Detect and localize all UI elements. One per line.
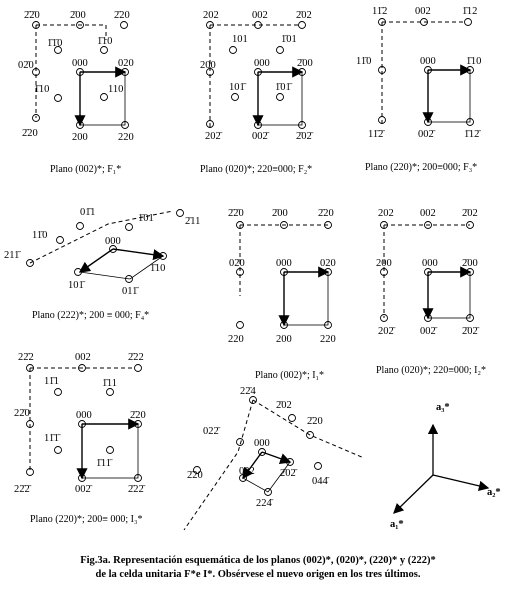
label: 200 — [376, 258, 392, 269]
label: 1̄1̄0 — [47, 38, 63, 49]
label: 000 — [72, 58, 88, 69]
caption: Plano (002)*; I₁* — [255, 370, 325, 381]
label: 224̄ — [256, 498, 272, 509]
label: 200 — [200, 60, 216, 71]
label: 002̄ — [420, 326, 436, 337]
label: 2̄20 — [318, 208, 334, 219]
label: 044̄ — [312, 476, 328, 487]
label: 11̄0 — [32, 230, 48, 241]
label: 002 — [75, 352, 91, 363]
label: 11̄2 — [372, 6, 388, 17]
label: 22̄4 — [240, 386, 256, 397]
label: 02̄0 — [229, 258, 245, 269]
label: 1̄01 — [138, 213, 154, 224]
label: 2̄00 — [70, 10, 86, 21]
label: 1̄10 — [97, 36, 113, 47]
label: 22̄2̄ — [14, 484, 30, 495]
label: 202̄ — [378, 326, 394, 337]
panel-4 — [4, 207, 200, 321]
caption: Plano (220)*; 200≡ 000; I₃* — [30, 514, 143, 525]
label: 000 — [254, 438, 270, 449]
label: 11̄1 — [44, 376, 59, 387]
label: 01̄1 — [80, 207, 96, 218]
label: 202 — [203, 10, 219, 21]
label: 000 — [276, 258, 292, 269]
axis-a2-label: a₂* — [487, 487, 501, 498]
label: 2̄02̄ — [462, 326, 478, 337]
caption: Plano (020)*; 220≡000; I₂* — [376, 365, 486, 376]
label: 02̄0 — [18, 60, 34, 71]
label: 000 — [105, 236, 121, 247]
caption: Plano (002)*; F₁* — [50, 164, 122, 175]
figure-caption-line1: Fig.3a. Representación esquemática de los planos (002)*, (020)*, (220)* y (222)* — [80, 555, 436, 566]
label: 22̄0 — [14, 408, 30, 419]
label: 220 — [320, 334, 336, 345]
label: 2̄02 — [276, 400, 292, 411]
label: 11̄1̄ — [44, 433, 59, 444]
label: 000 — [76, 410, 92, 421]
label: 11̄2̄ — [368, 129, 384, 140]
panel-1 — [18, 10, 134, 175]
label: 2̄20 — [22, 128, 38, 139]
figure-caption — [80, 555, 436, 580]
label: 2̄2̄0 — [228, 208, 244, 219]
label: 200 — [72, 132, 88, 143]
label: 1̄10 — [150, 263, 166, 274]
panel-7 — [14, 352, 146, 525]
label: 2̄02̄ — [280, 468, 296, 479]
panel-6 — [376, 208, 486, 376]
label: 020 — [118, 58, 134, 69]
axis-a1-label: a₁* — [390, 519, 404, 530]
label: 1̄01 — [281, 34, 297, 45]
label: 1̄01̄ — [275, 82, 291, 93]
label: 1̄10 — [34, 84, 50, 95]
label: 2̄2̄0 — [24, 10, 40, 21]
label: 1̄11̄ — [96, 458, 111, 469]
label: 020 — [320, 258, 336, 269]
label: 101̄ — [68, 280, 84, 291]
label: 220 — [118, 132, 134, 143]
label: 2̄02 — [462, 208, 478, 219]
label: 2̄22 — [128, 352, 144, 363]
label: 1̄10 — [466, 56, 482, 67]
label: 2̄22̄ — [128, 484, 144, 495]
caption: Plano (220)*; 200≡000; F₃* — [365, 162, 478, 173]
label: 002 — [415, 6, 431, 17]
label: 1̄12̄ — [464, 129, 480, 140]
label: 2̄20 — [114, 10, 130, 21]
label: 2̄20 — [130, 410, 146, 421]
label: 002̄ — [418, 129, 434, 140]
caption: Plano (222)*; 200 ≡ 000; F₄* — [32, 310, 150, 321]
label: 2̄02̄ — [296, 131, 312, 142]
label: 211̄ — [4, 250, 20, 261]
label: 2̄11 — [185, 216, 201, 227]
label: 022̄ — [203, 426, 219, 437]
label: 101̄ — [229, 82, 245, 93]
label: 000 — [420, 56, 436, 67]
figure-caption-line2: de la celda unitaria F*e I*. Obsérvese el nuevo origen en los tres últimos. — [95, 569, 421, 580]
label: 101 — [232, 34, 248, 45]
label: 000 — [254, 58, 270, 69]
panel-2 — [200, 10, 314, 175]
label: 22̄2 — [18, 352, 34, 363]
panel-8 — [184, 386, 364, 530]
axis-a3-label: a₃* — [436, 402, 450, 413]
caption: Plano (020)*; 220≡000; F₂* — [200, 164, 313, 175]
label: 002 — [252, 10, 268, 21]
label: 1̄12 — [462, 6, 478, 17]
label: 2̄00 — [462, 258, 478, 269]
label: 000 — [422, 258, 438, 269]
label: 2̄00 — [297, 58, 313, 69]
label: 022 — [239, 466, 255, 477]
label: 2̄20 — [187, 470, 203, 481]
label: 110 — [108, 84, 124, 95]
label: 011̄ — [122, 286, 138, 297]
label: 202 — [378, 208, 394, 219]
label: 11̄0 — [356, 56, 372, 67]
label: 2̄02 — [296, 10, 312, 21]
label: 002̄ — [252, 131, 268, 142]
panel-5 — [228, 208, 336, 381]
axes-triad — [390, 402, 501, 530]
panel-3 — [356, 6, 481, 173]
label: 2̄20 — [307, 416, 323, 427]
label: 002̄ — [75, 484, 91, 495]
label: 002 — [420, 208, 436, 219]
label: 1̄11 — [102, 378, 117, 389]
label: 202̄ — [205, 131, 221, 142]
label: 200 — [276, 334, 292, 345]
label: 2̄00 — [272, 208, 288, 219]
label: 220 — [228, 334, 244, 345]
